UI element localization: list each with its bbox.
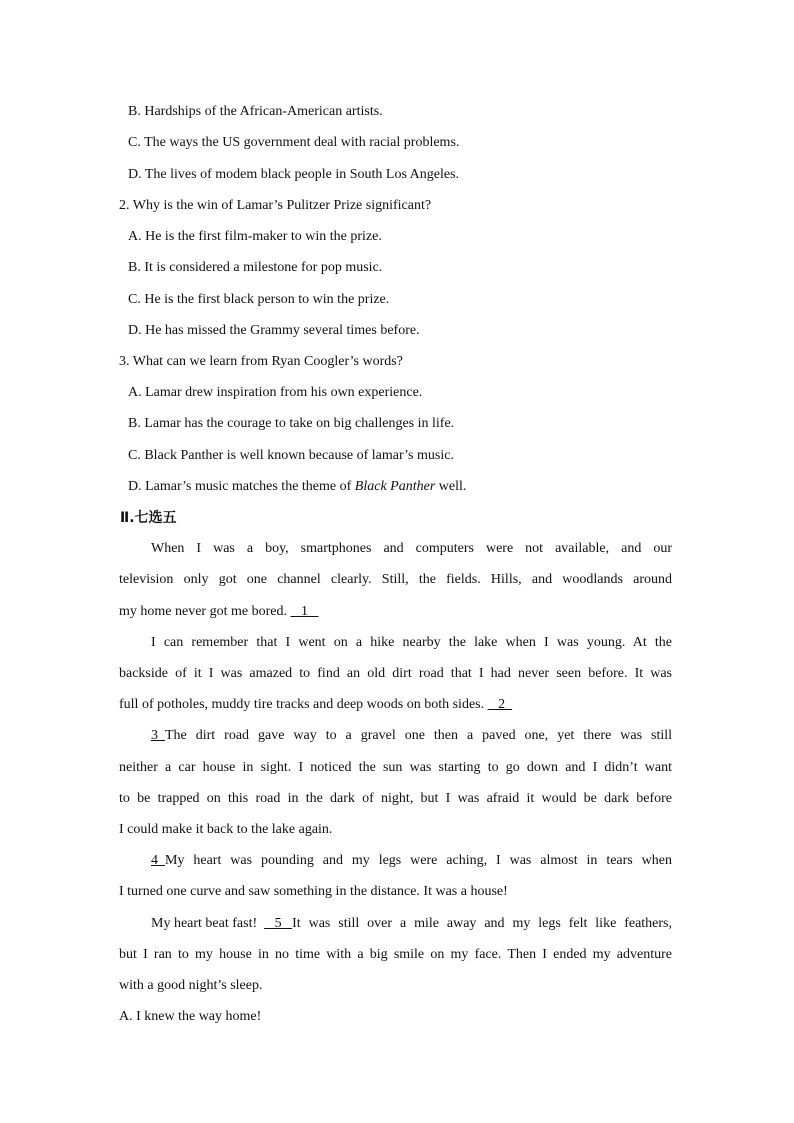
blank-1[interactable]: 1 [290, 604, 319, 619]
passage-p5-line3: with a good night’s sleep. [119, 978, 263, 993]
passage-p3-line1: 3 The dirt road gave way to a gravel one then a paved one, yet there was still [151, 728, 672, 743]
q2-stem: 2. Why is the win of Lamar’s Pulitzer Prize significant? [119, 198, 432, 213]
q1-option-d: D. The lives of modem black people in South Los Angeles. [128, 167, 460, 182]
q3-stem: 3. What can we learn from Ryan Coogler’s words? [119, 354, 403, 369]
blank-2[interactable]: 2 [487, 697, 513, 712]
q1-option-c: C. The ways the US government deal with racial problems. [128, 135, 460, 150]
section-title: Ⅱ.七选五 [120, 510, 177, 526]
passage-p1-line3: my home never got me bored. 1 [119, 604, 319, 619]
passage-p3-line3: to be trapped on this road in the dark of night, but I was afraid it would be dark before [119, 791, 672, 806]
blank-5[interactable]: 5 [264, 916, 293, 931]
q3-option-a: A. Lamar drew inspiration from his own experience. [128, 385, 423, 400]
q3-option-d [128, 478, 466, 496]
q3-option-d-prefix: D. Lamar’s music matches the theme of [128, 479, 355, 494]
q2-option-a: A. He is the first film-maker to win the prize. [128, 229, 382, 244]
q2-option-c: C. He is the first black person to win the prize. [128, 292, 390, 307]
blank-3[interactable]: 3 [151, 728, 165, 743]
passage-p5-line1: My heart beat fast! 5 It was still over a mile away and my legs felt like feathers, [151, 916, 672, 931]
passage-p2-line1: I can remember that I went on a hike nearby the lake when I was young. At the [151, 635, 672, 650]
passage-p5-line2: but I ran to my house in no time with a big smile on my face. Then I ended my adventure [119, 947, 672, 962]
passage-p4-line1: 4 My heart was pounding and my legs were aching, I was almost in tears when [151, 853, 672, 868]
passage-p2-line3: full of potholes, muddy tire tracks and deep woods on both sides. 2 [119, 697, 513, 712]
q2-option-b: B. It is considered a milestone for pop music. [128, 260, 383, 275]
passage-p1-line1: When I was a boy, smartphones and computers were not available, and our [151, 541, 672, 556]
q3-option-d-italic: Black Panther [354, 479, 436, 494]
passage-p4-line2: I turned one curve and saw something in the distance. It was a house! [119, 884, 508, 899]
passage-p3-line2: neither a car house in sight. I noticed the sun was starting to go down and I didn’t want [119, 760, 672, 775]
passage-p1-line2: television only got one channel clearly. Still, the fields. Hills, and woodlands around [119, 572, 672, 587]
q3-option-b: B. Lamar has the courage to take on big challenges in life. [128, 416, 455, 431]
q1-option-b: B. Hardships of the African-American artists. [128, 104, 383, 119]
passage-p3-line4: I could make it back to the lake again. [119, 822, 333, 837]
q2-option-d: D. He has missed the Grammy several times before. [128, 323, 420, 338]
q3-option-c: C. Black Panther is well known because of lamar’s music. [128, 448, 454, 463]
passage-p2-line2: backside of it I was amazed to find an old dirt road that I had never seen before. It was [119, 666, 672, 681]
blank-4[interactable]: 4 [151, 853, 165, 868]
option-a: A. I knew the way home! [119, 1009, 262, 1024]
q3-option-d-suffix: well. [435, 479, 467, 494]
